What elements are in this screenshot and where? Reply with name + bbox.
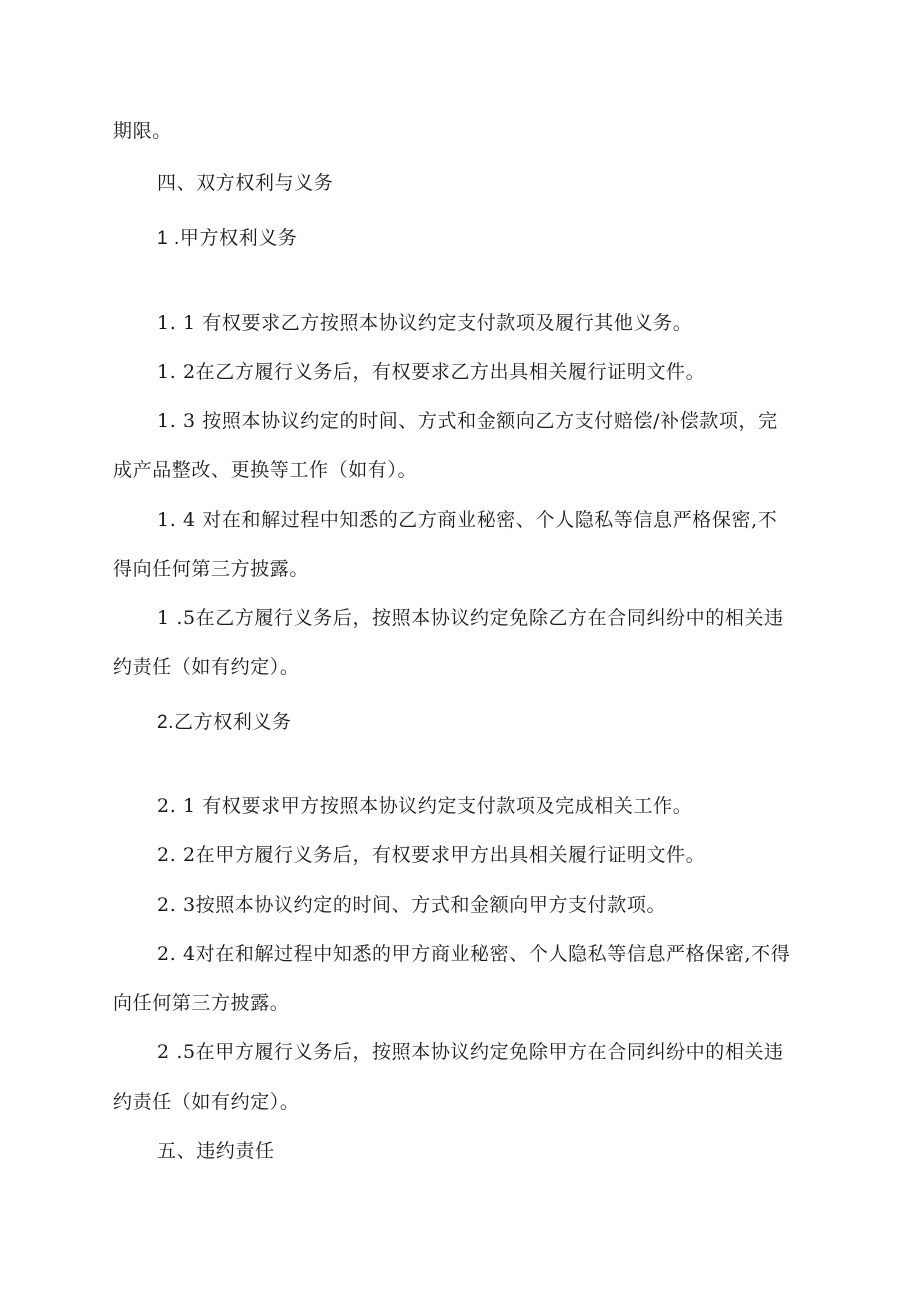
clause-1-3-line-1: 1. 3 按照本协议约定的时间、方式和金额向乙方支付赔偿/补偿款项，完 <box>157 410 778 432</box>
clause-2-2: 2. 2在甲方履行义务后，有权要求甲方出具相关履行证明文件。 <box>157 844 706 866</box>
section-heading-rights-obligations: 四、双方权利与义务 <box>157 172 334 194</box>
clause-2-4-line-2: 向任何第三方披露。 <box>113 992 290 1014</box>
section-heading-breach-liability: 五、违约责任 <box>157 1140 275 1162</box>
clause-1-4-line-2: 得向任何第三方披露。 <box>113 558 310 580</box>
clause-2-5-line-2: 约责任（如有约定）。 <box>113 1091 300 1113</box>
clause-1-2: 1. 2在乙方履行义务后，有权要求乙方出具相关履行证明文件。 <box>157 361 706 383</box>
clause-1-1: 1. 1 有权要求乙方按照本协议约定支付款项及履行其他义务。 <box>157 312 693 334</box>
clause-2-5-line-1: 2 .5在甲方履行义务后，按照本协议约定免除甲方在合同纠纷中的相关违 <box>157 1041 784 1063</box>
clause-2-4-line-1: 2. 4对在和解过程中知悉的甲方商业秘密、个人隐私等信息严格保密,不得 <box>157 943 791 965</box>
text-line-deadline-end: 期限。 <box>113 120 172 142</box>
subsection-heading-party-a: 1 .甲方权利义务 <box>157 228 298 249</box>
clause-1-5-line-1: 1 .5在乙方履行义务后，按照本协议约定免除乙方在合同纠纷中的相关违 <box>157 607 784 629</box>
clause-1-3-line-2: 成产品整改、更换等工作（如有）。 <box>113 459 418 481</box>
subsection-heading-party-b: 2.乙方权利义务 <box>157 712 292 733</box>
clause-1-4-line-1: 1. 4 对在和解过程中知悉的乙方商业秘密、个人隐私等信息严格保密,不 <box>157 509 778 531</box>
clause-1-5-line-2: 约责任（如有约定）。 <box>113 656 300 678</box>
clause-2-3: 2. 3按照本协议约定的时间、方式和金额向甲方支付款项。 <box>157 894 667 916</box>
clause-2-1: 2. 1 有权要求甲方按照本协议约定支付款项及完成相关工作。 <box>157 795 693 817</box>
